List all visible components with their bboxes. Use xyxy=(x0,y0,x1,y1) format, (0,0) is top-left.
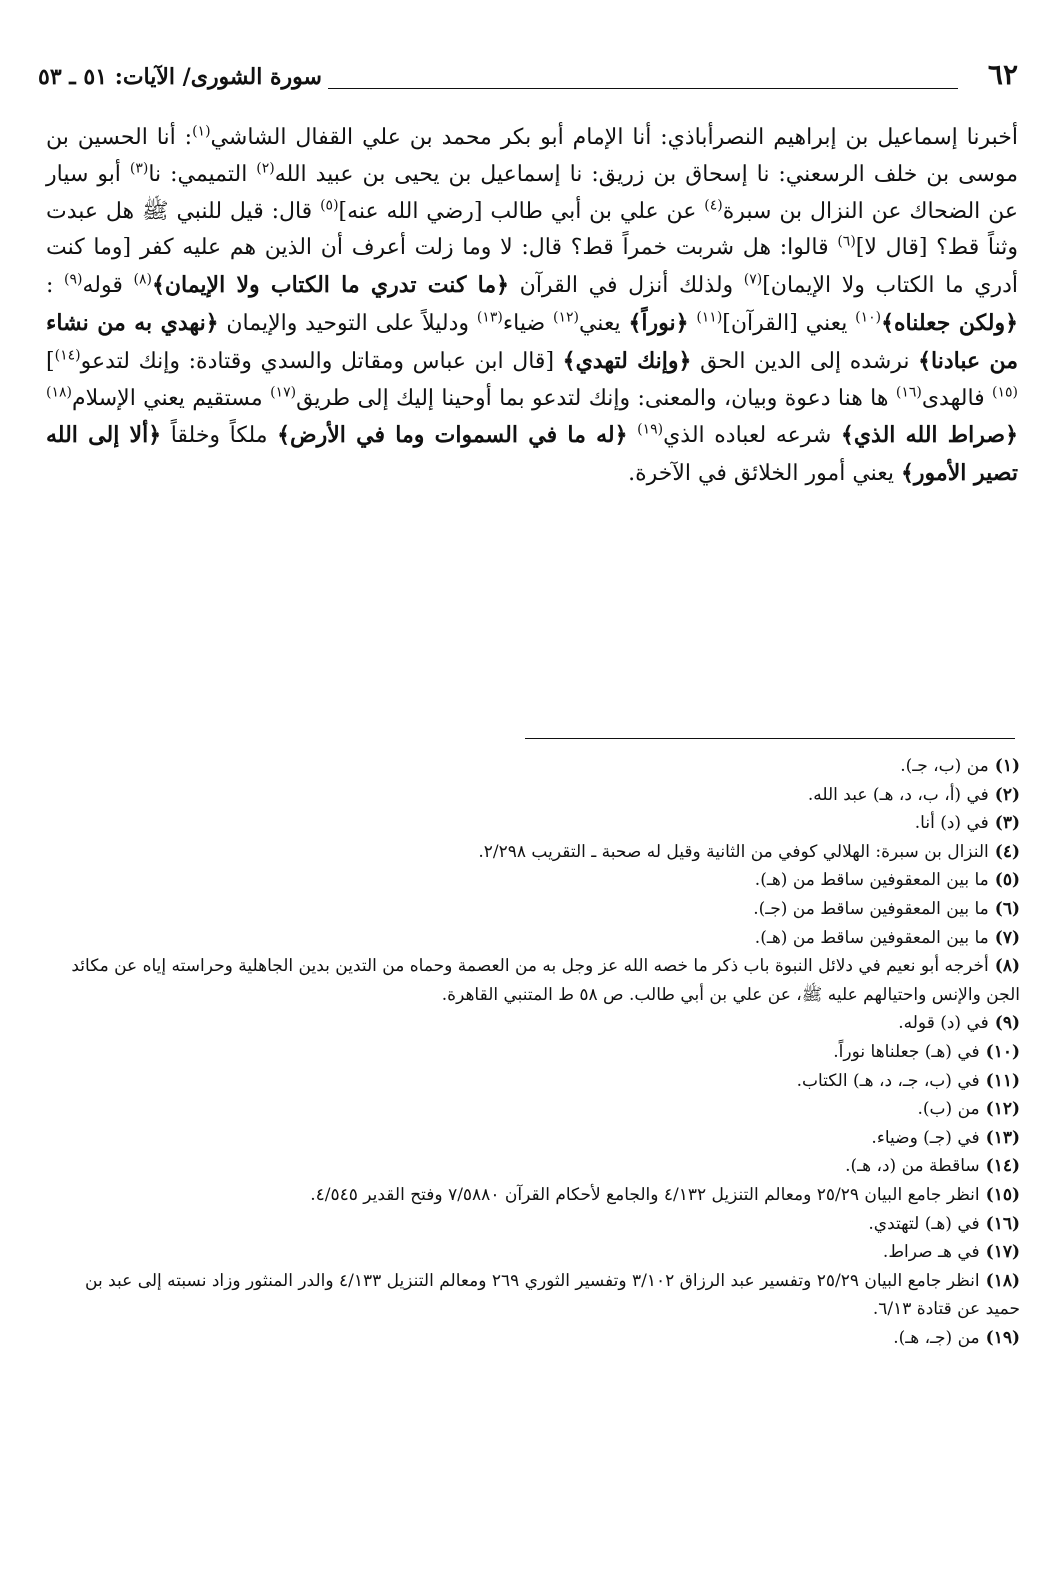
text-run xyxy=(628,423,638,448)
footnote xyxy=(52,1067,1020,1096)
quran-quote: ﴿ألا إلى الله تصير الأمور﴾ xyxy=(46,422,1018,487)
quran-quote: ﴿صراط الله الذي﴾ xyxy=(840,422,1018,449)
footnote xyxy=(52,1095,1020,1124)
footnote-text: من (ب). xyxy=(917,1099,980,1120)
page-header xyxy=(38,58,1018,98)
text-run: : xyxy=(46,273,65,299)
text-run: عن علي بن أبي طالب [رضي الله عنه] xyxy=(338,198,705,224)
text-run: ودليلاً على التوحيد والإيمان xyxy=(218,310,477,336)
text-run: نرشده إلى الدين الحق xyxy=(691,348,919,374)
footnotes-list xyxy=(52,752,1020,1352)
footnote-number: (٦) xyxy=(994,898,1020,919)
text-run: ملكاً وخلقاً xyxy=(161,423,278,449)
footnote-number: (٧) xyxy=(994,927,1020,948)
footnote xyxy=(52,924,1020,953)
main-text xyxy=(46,120,1018,493)
footnote-text: في (د) قوله. xyxy=(898,1013,989,1034)
page-number: ٦٢ xyxy=(987,58,1018,91)
footnote xyxy=(52,866,1020,895)
footnote-ref: (١٨) xyxy=(46,384,72,401)
footnote-ref: (٥) xyxy=(320,197,339,214)
footnote-ref: (١٤) xyxy=(54,347,81,364)
text-run: يعني [القرآن] xyxy=(722,310,856,336)
text-run: فالهدى xyxy=(921,385,993,411)
text-run: ولذلك أنزل في القرآن xyxy=(509,273,744,299)
footnote-number: (١٥) xyxy=(985,1184,1020,1205)
footnote-ref: (٤) xyxy=(704,197,723,214)
footnote xyxy=(52,1152,1020,1181)
running-title: سورة الشورى/ الآيات: ٥١ ـ ٥٣ xyxy=(38,64,322,90)
footnote xyxy=(52,809,1020,838)
footnote-number: (٣) xyxy=(994,813,1020,834)
footnote-text: في (هـ) جعلناها نوراً. xyxy=(833,1041,980,1062)
footnote-ref: (٨) xyxy=(133,271,152,288)
text-run: التميمي: نا xyxy=(148,161,257,187)
footnote-ref: (١٥) xyxy=(992,384,1019,401)
footnote xyxy=(52,895,1020,924)
quran-quote: ﴿ما كنت تدري ما الكتاب ولا الإيمان﴾ xyxy=(151,272,510,299)
footnote-text: ما بين المعقوفين ساقط من (هـ). xyxy=(754,870,989,891)
footnote xyxy=(52,752,1020,781)
footnote xyxy=(52,1267,1020,1324)
footnote xyxy=(52,1181,1020,1210)
footnote xyxy=(52,838,1020,867)
text-run: يعني xyxy=(578,310,629,336)
footnote-text: أخرجه أبو نعيم في دلائل النبوة باب ذكر ما خصه الله عز وجل به من العصمة وحماه من التدين بدين الجاهلية وحراسته إياه عن مكائد الجن والإنس واحتيالهم عليه ﷺ، عن علي بن أبي طالب. ص ٥٨ ط المتنبي القاهرة. xyxy=(71,956,1020,1005)
footnote xyxy=(52,1210,1020,1239)
text-run: شرعه لعباده الذي xyxy=(663,423,841,449)
footnote-ref: (١٩) xyxy=(637,422,664,439)
footnote-number: (٩) xyxy=(994,1013,1020,1034)
footnote xyxy=(52,1124,1020,1153)
footnote-number: (١٨) xyxy=(985,1270,1020,1291)
text-run: يعني أمور الخلائق في الآخرة. xyxy=(628,461,902,487)
text-run: قال: قيل للنبي ﷺ هل عبدت وثناً قط؟ [قال لا] xyxy=(46,198,1019,261)
quran-quote: ﴿نهدي به من نشاء من عبادنا﴾ xyxy=(46,309,1018,374)
footnote-number: (١١) xyxy=(985,1070,1020,1091)
footnote-ref: (١٢) xyxy=(552,309,579,326)
footnote-text: من (جـ، هـ). xyxy=(893,1327,980,1348)
footnote-ref: (١) xyxy=(192,123,211,140)
footnote-text: انظر جامع البيان ٢٥/٢٩ وتفسير عبد الرزاق ٣/١٠٢ وتفسير الثوري ٢٦٩ ومعالم التنزيل ٤/١٣٣ والدر المنثور وزاد نسبته إلى عبد بن حميد عن قتادة ٦/١٣. xyxy=(85,1270,1020,1320)
footnote xyxy=(52,1238,1020,1267)
text-run: أخبرنا إسماعيل بن إبراهيم النصرأباذي: أنا الإمام أبو بكر محمد بن علي القفال الشاشي xyxy=(210,125,1018,150)
header-rule xyxy=(328,88,958,89)
footnote-number: (١٤) xyxy=(985,1156,1020,1177)
footnote-number: (٥) xyxy=(994,870,1020,891)
footnote-text: من (ب، جـ). xyxy=(900,756,989,776)
footnote-number: (٨) xyxy=(994,956,1020,977)
footnote-text: ساقطة من (د، هـ). xyxy=(845,1156,980,1177)
footnote-number: (٤) xyxy=(994,841,1020,862)
main-paragraph xyxy=(46,120,1018,493)
text-run: قوله xyxy=(82,273,134,299)
text-run: أبو سيار عن الضحاك عن النزال بن سبرة xyxy=(46,161,1018,224)
footnote-text: النزال بن سبرة: الهلالي كوفي من الثانية وقيل له صحبة ـ التقريب ٢/٢٩٨. xyxy=(478,841,989,862)
text-run: قالوا: هل شربت خمراً قط؟ قال: لا وما زلت أعرف أن الذين هم عليه كفر [وما كنت أدري ما الكتاب ولا الإيمان] xyxy=(46,235,1018,299)
text-run: : أنا الحسين بن موسى بن خلف الرسعني: نا إسحاق بن زريق: نا إسماعيل بن يحيى بن عبيد الله xyxy=(46,125,1018,187)
footnote-ref: (٣) xyxy=(129,160,149,177)
footnote-text: انظر جامع البيان ٢٥/٢٩ ومعالم التنزيل ٤/١٣٢ والجامع لأحكام القرآن ٧/٥٨٨٠ وفتح القدير ٤/٥٤٥. xyxy=(310,1184,980,1205)
footnote xyxy=(52,781,1020,810)
footnote-ref: (١٠) xyxy=(855,309,882,326)
quran-quote: ﴿له ما في السموات وما في الأرض﴾ xyxy=(277,422,628,449)
footnote-number: (١٢) xyxy=(985,1099,1020,1120)
text-run: ها هنا دعوة وبيان، والمعنى: وإنك لتدعو بما أوحينا إليك إلى طريق xyxy=(296,385,896,411)
footnote-text: في (هـ) لتهتدي. xyxy=(868,1213,980,1234)
footnote-number: (١٣) xyxy=(985,1127,1020,1148)
footnote xyxy=(52,1038,1020,1067)
footnote-number: (١٧) xyxy=(985,1242,1020,1263)
footnote-number: (١٦) xyxy=(985,1213,1020,1234)
footnote-text: في هـ صراط. xyxy=(882,1242,980,1263)
footnote-ref: (١٣) xyxy=(476,309,503,326)
footnote-number: (٢) xyxy=(994,784,1020,805)
footnote-separator xyxy=(525,738,1015,739)
footnote-number: (١٠) xyxy=(985,1041,1020,1062)
footnote-text: ما بين المعقوفين ساقط من (هـ). xyxy=(754,927,989,948)
footnote-text: في (أ، ب، د، هـ) عبد الله. xyxy=(807,784,989,805)
text-run: مستقيم يعني الإسلام xyxy=(71,385,271,411)
quran-quote: ﴿وإنك لتهدي﴾ xyxy=(562,347,692,374)
footnote xyxy=(52,1009,1020,1038)
text-run: ضياء xyxy=(502,310,553,336)
footnote-text: ما بين المعقوفين ساقط من (جـ). xyxy=(753,898,989,919)
footnote-ref: (١٦) xyxy=(895,384,922,401)
footnote-ref: (٧) xyxy=(743,271,763,288)
footnote-ref: (٢) xyxy=(256,160,275,177)
footnote-text: في (ب، جـ، د، هـ) الكتاب. xyxy=(796,1070,980,1091)
footnote-text: في (جـ) وضياء. xyxy=(871,1127,980,1148)
text-run: [قال ابن عباس ومقاتل والسدي وقتادة: وإنك لتدعو xyxy=(80,348,563,374)
footnote-ref: (٦) xyxy=(837,234,856,251)
footnote-number: (١٩) xyxy=(985,1327,1020,1348)
footnote-ref: (٩) xyxy=(64,271,83,288)
footnote-ref: (١٧) xyxy=(270,384,297,401)
quran-quote: ﴿ولكن جعلناه﴾ xyxy=(881,309,1018,336)
quran-quote: ﴿نوراً﴾ xyxy=(628,309,689,336)
footnote xyxy=(52,952,1020,1009)
footnote xyxy=(52,1324,1020,1353)
footnote-number: (١) xyxy=(994,756,1020,776)
footnote-ref: (١١) xyxy=(696,309,723,326)
text-run: ] xyxy=(46,348,55,374)
footnote-text: في (د) أنا. xyxy=(914,813,989,834)
